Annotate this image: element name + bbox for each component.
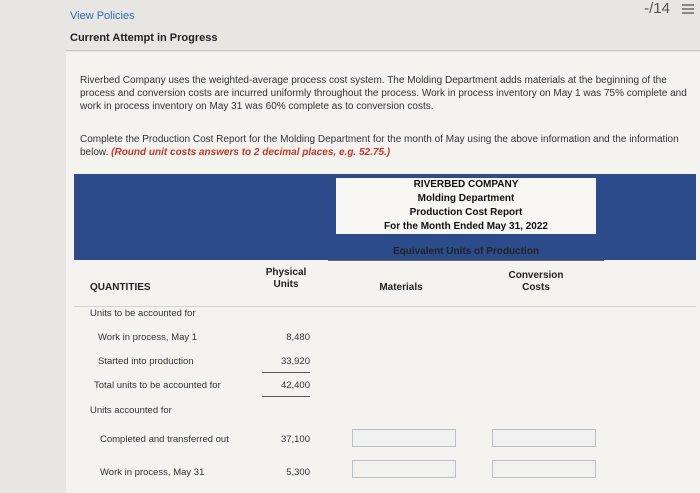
col-materials: Materials — [379, 282, 423, 293]
completed-materials-input[interactable] — [352, 429, 456, 447]
menu-icon[interactable] — [682, 2, 694, 14]
company-name: RIVERBED COMPANY — [413, 179, 519, 190]
row-value-started: 33,920 — [280, 356, 310, 367]
department-name: Molding Department — [417, 193, 515, 204]
row-value-completed: 37,100 — [280, 434, 310, 445]
rounding-note: (Round unit costs answers to 2 decimal places, e.g. 52.75.) — [111, 147, 391, 158]
instructions-text — [80, 133, 680, 159]
report-period: For the Month Ended May 31, 2022 — [384, 221, 548, 232]
row-label-total: Total units to be accounted for — [94, 380, 221, 391]
sum-rule-top — [262, 372, 310, 373]
report-title-block — [336, 178, 596, 234]
problem-text: Riverbed Company uses the weighted-average process cost system. The Molding Department adds materials at the beginning of the process and conversion costs are incurred uniformly throughout the process. Work in process inventory on May 1 was 75% complete and work in process inventory on May 31 was 60% complete as to conversion costs. — [80, 75, 687, 112]
wip-conversion-input[interactable] — [492, 460, 596, 478]
score-indicator: -/14 — [644, 0, 670, 17]
row-label-wip-may1: Work in process, May 1 — [98, 332, 198, 343]
attempt-status: Current Attempt in Progress — [70, 32, 218, 44]
question-panel — [66, 52, 700, 493]
quantities-label: QUANTITIES — [90, 282, 151, 293]
row-label-wip-may31: Work in process, May 31 — [100, 467, 205, 478]
header-rule — [74, 306, 696, 307]
row-label-started: Started into production — [98, 356, 194, 367]
divider — [66, 50, 700, 51]
row-label-to-be-accounted: Units to be accounted for — [90, 308, 196, 319]
row-value-wip-may31: 5,300 — [286, 467, 310, 478]
sum-rule-bottom — [262, 396, 310, 397]
row-label-accounted-for: Units accounted for — [90, 405, 172, 416]
view-policies-link[interactable]: View Policies — [70, 10, 135, 22]
col-conversion-costs: Conversion Costs — [508, 270, 564, 293]
wip-materials-input[interactable] — [352, 460, 456, 478]
completed-conversion-input[interactable] — [492, 429, 596, 447]
row-value-total: 42,400 — [280, 380, 310, 391]
equivalent-units-label: Equivalent Units of Production — [392, 246, 540, 257]
row-value-wip-may1: 8,480 — [286, 332, 310, 343]
row-label-completed: Completed and transferred out — [100, 434, 229, 445]
report-name: Production Cost Report — [409, 207, 523, 218]
col-physical-units: Physical Units — [265, 267, 307, 290]
instructions-body: Complete the Production Cost Report for the Molding Department for the month of May using the above information and the information below. — [80, 134, 679, 158]
equivalent-units-rule — [328, 260, 604, 261]
